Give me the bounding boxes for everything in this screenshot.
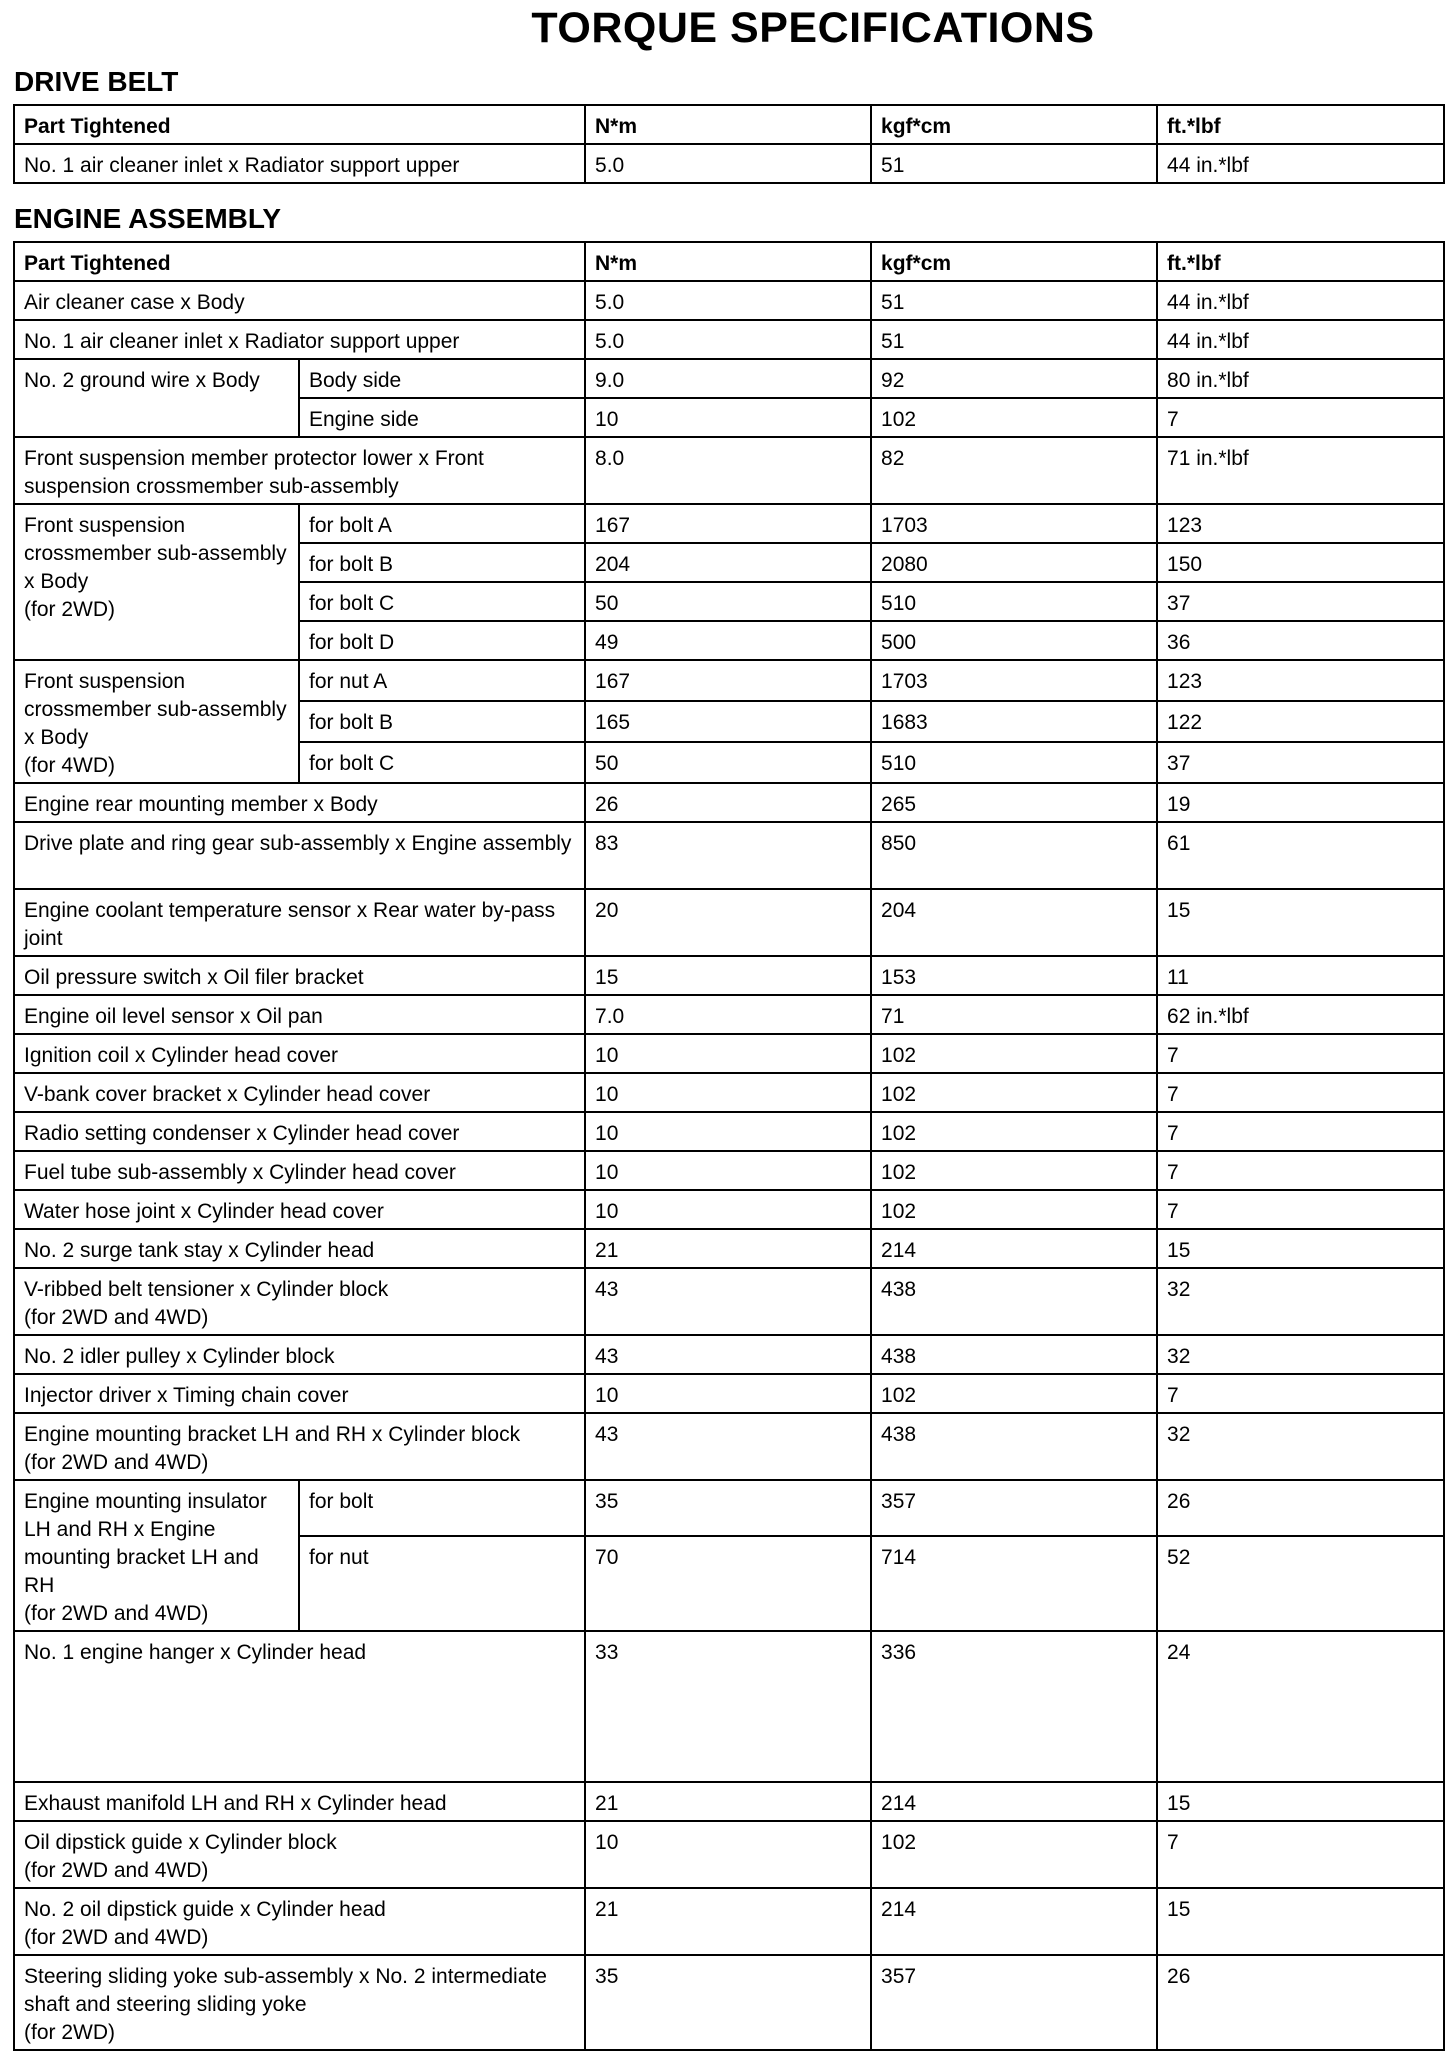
- cell-part: No. 1 engine hanger x Cylinder head: [14, 1631, 585, 1782]
- cell-kgfcm: 102: [871, 1034, 1157, 1073]
- cell-nm: 83: [585, 822, 871, 889]
- cell-sub-label: for bolt A: [299, 504, 585, 543]
- cell-kgfcm: 102: [871, 1151, 1157, 1190]
- cell-nm: 26: [585, 783, 871, 822]
- cell-ftlbf: 7: [1157, 1821, 1444, 1888]
- cell-nm: 49: [585, 621, 871, 660]
- cell-part: V-ribbed belt tensioner x Cylinder block (for 2WD and 4WD): [14, 1268, 585, 1335]
- cell-part: Front suspension crossmember sub-assembly x Body (for 2WD): [14, 504, 299, 660]
- engine-assembly-table: [13, 241, 1445, 2051]
- cell-ftlbf: 80 in.*lbf: [1157, 359, 1444, 398]
- cell-kgfcm: 438: [871, 1413, 1157, 1480]
- cell-kgfcm: 51: [871, 281, 1157, 320]
- cell-nm: 5.0: [585, 281, 871, 320]
- table-row: [14, 783, 1444, 822]
- cell-sub-label: for nut A: [299, 660, 585, 701]
- cell-nm: 204: [585, 543, 871, 582]
- cell-nm: 5.0: [585, 144, 871, 183]
- cell-part: No. 2 idler pulley x Cylinder block: [14, 1335, 585, 1374]
- cell-ftlbf: 71 in.*lbf: [1157, 437, 1444, 504]
- cell-ftlbf: 7: [1157, 1190, 1444, 1229]
- cell-kgfcm: 336: [871, 1631, 1157, 1782]
- cell-nm: 165: [585, 701, 871, 742]
- cell-part: Radio setting condenser x Cylinder head cover: [14, 1112, 585, 1151]
- cell-nm: 43: [585, 1335, 871, 1374]
- cell-kgfcm: 2080: [871, 543, 1157, 582]
- cell-sub-label: for bolt D: [299, 621, 585, 660]
- table-row: [14, 359, 1444, 398]
- cell-ftlbf: 24: [1157, 1631, 1444, 1782]
- cell-ftlbf: 32: [1157, 1413, 1444, 1480]
- table-row: [14, 1888, 1444, 1955]
- cell-kgfcm: 1703: [871, 504, 1157, 543]
- table-row: [14, 822, 1444, 889]
- table-row: [14, 320, 1444, 359]
- cell-kgfcm: 714: [871, 1536, 1157, 1631]
- cell-part: V-bank cover bracket x Cylinder head cover: [14, 1073, 585, 1112]
- cell-kgfcm: 102: [871, 1073, 1157, 1112]
- cell-sub-label: Body side: [299, 359, 585, 398]
- table-row: [14, 437, 1444, 504]
- cell-part: Fuel tube sub-assembly x Cylinder head cover: [14, 1151, 585, 1190]
- cell-sub-label: for bolt B: [299, 543, 585, 582]
- cell-ftlbf: 7: [1157, 1034, 1444, 1073]
- cell-ftlbf: 122: [1157, 701, 1444, 742]
- cell-part: No. 2 surge tank stay x Cylinder head: [14, 1229, 585, 1268]
- cell-nm: 35: [585, 1955, 871, 2050]
- table-row: [14, 1480, 1444, 1536]
- cell-part: Drive plate and ring gear sub-assembly x Engine assembly: [14, 822, 585, 889]
- table-row: [14, 1955, 1444, 2050]
- cell-part: Injector driver x Timing chain cover: [14, 1374, 585, 1413]
- cell-ftlbf: 7: [1157, 1374, 1444, 1413]
- cell-ftlbf: 123: [1157, 504, 1444, 543]
- cell-nm: 8.0: [585, 437, 871, 504]
- cell-ftlbf: 150: [1157, 543, 1444, 582]
- cell-kgfcm: 92: [871, 359, 1157, 398]
- cell-ftlbf: 37: [1157, 582, 1444, 621]
- table-row: [14, 1112, 1444, 1151]
- cell-ftlbf: 11: [1157, 956, 1444, 995]
- cell-nm: 21: [585, 1888, 871, 1955]
- table-row: [14, 956, 1444, 995]
- cell-kgfcm: 438: [871, 1268, 1157, 1335]
- cell-ftlbf: 61: [1157, 822, 1444, 889]
- page-title: TORQUE SPECIFICATIONS: [531, 4, 1095, 52]
- cell-nm: 10: [585, 1034, 871, 1073]
- cell-nm: 21: [585, 1782, 871, 1821]
- table-row: [14, 1229, 1444, 1268]
- cell-part: Oil dipstick guide x Cylinder block (for 2WD and 4WD): [14, 1821, 585, 1888]
- cell-ftlbf: 7: [1157, 1073, 1444, 1112]
- cell-ftlbf: 19: [1157, 783, 1444, 822]
- table-row: [14, 1631, 1444, 1782]
- cell-kgfcm: 214: [871, 1229, 1157, 1268]
- cell-part: No. 1 air cleaner inlet x Radiator support upper: [14, 320, 585, 359]
- cell-ftlbf: 44 in.*lbf: [1157, 281, 1444, 320]
- cell-nm: 10: [585, 1073, 871, 1112]
- cell-nm: 167: [585, 504, 871, 543]
- header-nm: N*m: [585, 242, 871, 281]
- header-ftlbf: ft.*lbf: [1157, 105, 1444, 144]
- cell-part: Front suspension crossmember sub-assembly x Body (for 4WD): [14, 660, 299, 783]
- header-nm: N*m: [585, 105, 871, 144]
- cell-kgfcm: 510: [871, 742, 1157, 783]
- cell-nm: 10: [585, 1112, 871, 1151]
- cell-kgfcm: 214: [871, 1888, 1157, 1955]
- cell-part: Water hose joint x Cylinder head cover: [14, 1190, 585, 1229]
- cell-part: Engine oil level sensor x Oil pan: [14, 995, 585, 1034]
- cell-ftlbf: 15: [1157, 1888, 1444, 1955]
- cell-kgfcm: 265: [871, 783, 1157, 822]
- cell-kgfcm: 357: [871, 1955, 1157, 2050]
- cell-sub-label: for bolt C: [299, 582, 585, 621]
- cell-part: No. 2 oil dipstick guide x Cylinder head (for 2WD and 4WD): [14, 1888, 585, 1955]
- cell-ftlbf: 36: [1157, 621, 1444, 660]
- header-part: Part Tightened: [14, 242, 585, 281]
- cell-part: No. 1 air cleaner inlet x Radiator support upper: [14, 144, 585, 183]
- table-row: [14, 1268, 1444, 1335]
- cell-nm: 43: [585, 1413, 871, 1480]
- cell-nm: 35: [585, 1480, 871, 1536]
- cell-ftlbf: 52: [1157, 1536, 1444, 1631]
- cell-part: Steering sliding yoke sub-assembly x No. 2 intermediate shaft and steering sliding yoke (for 2WD): [14, 1955, 585, 2050]
- cell-sub-label: for bolt: [299, 1480, 585, 1536]
- cell-nm: 10: [585, 1151, 871, 1190]
- table-row: [14, 889, 1444, 956]
- cell-kgfcm: 102: [871, 1112, 1157, 1151]
- header-part: Part Tightened: [14, 105, 585, 144]
- cell-nm: 10: [585, 1374, 871, 1413]
- cell-kgfcm: 204: [871, 889, 1157, 956]
- cell-ftlbf: 37: [1157, 742, 1444, 783]
- cell-kgfcm: 438: [871, 1335, 1157, 1374]
- table-header-row: [14, 105, 1444, 144]
- drive-belt-table: [13, 104, 1445, 184]
- cell-sub-label: for nut: [299, 1536, 585, 1631]
- cell-ftlbf: 7: [1157, 1112, 1444, 1151]
- cell-ftlbf: 123: [1157, 660, 1444, 701]
- cell-ftlbf: 32: [1157, 1335, 1444, 1374]
- cell-nm: 50: [585, 742, 871, 783]
- cell-nm: 10: [585, 1821, 871, 1888]
- cell-sub-label: for bolt C: [299, 742, 585, 783]
- cell-part: Exhaust manifold LH and RH x Cylinder head: [14, 1782, 585, 1821]
- cell-part: Engine rear mounting member x Body: [14, 783, 585, 822]
- cell-ftlbf: 44 in.*lbf: [1157, 320, 1444, 359]
- header-kgfcm: kgf*cm: [871, 105, 1157, 144]
- cell-kgfcm: 102: [871, 1821, 1157, 1888]
- cell-ftlbf: 26: [1157, 1480, 1444, 1536]
- cell-ftlbf: 7: [1157, 1151, 1444, 1190]
- cell-kgfcm: 1683: [871, 701, 1157, 742]
- table-row: [14, 1821, 1444, 1888]
- header-kgfcm: kgf*cm: [871, 242, 1157, 281]
- table-row: [14, 144, 1444, 183]
- cell-nm: 10: [585, 398, 871, 437]
- cell-nm: 21: [585, 1229, 871, 1268]
- cell-kgfcm: 102: [871, 1374, 1157, 1413]
- cell-kgfcm: 850: [871, 822, 1157, 889]
- table-header-row: [14, 242, 1444, 281]
- cell-part: Front suspension member protector lower x Front suspension crossmember sub-assembly: [14, 437, 585, 504]
- cell-ftlbf: 15: [1157, 889, 1444, 956]
- table-row: [14, 1190, 1444, 1229]
- cell-sub-label: for bolt B: [299, 701, 585, 742]
- cell-kgfcm: 71: [871, 995, 1157, 1034]
- table-row: [14, 660, 1444, 701]
- table-row: [14, 281, 1444, 320]
- cell-nm: 7.0: [585, 995, 871, 1034]
- cell-kgfcm: 102: [871, 1190, 1157, 1229]
- cell-nm: 33: [585, 1631, 871, 1782]
- cell-nm: 20: [585, 889, 871, 956]
- section-heading-drive-belt: DRIVE BELT: [14, 66, 179, 97]
- cell-kgfcm: 357: [871, 1480, 1157, 1536]
- cell-kgfcm: 82: [871, 437, 1157, 504]
- cell-ftlbf: 7: [1157, 398, 1444, 437]
- cell-nm: 5.0: [585, 320, 871, 359]
- cell-part: Ignition coil x Cylinder head cover: [14, 1034, 585, 1073]
- cell-kgfcm: 153: [871, 956, 1157, 995]
- table-row: [14, 1374, 1444, 1413]
- table-row: [14, 1413, 1444, 1480]
- table-row: [14, 1782, 1444, 1821]
- cell-part: Engine coolant temperature sensor x Rear water by-pass joint: [14, 889, 585, 956]
- cell-kgfcm: 214: [871, 1782, 1157, 1821]
- cell-kgfcm: 51: [871, 144, 1157, 183]
- cell-part: Engine mounting insulator LH and RH x Engine mounting bracket LH and RH (for 2WD and 4WD): [14, 1480, 299, 1631]
- table-row: [14, 1335, 1444, 1374]
- table-row: [14, 995, 1444, 1034]
- cell-ftlbf: 15: [1157, 1229, 1444, 1268]
- cell-part: Engine mounting bracket LH and RH x Cylinder block (for 2WD and 4WD): [14, 1413, 585, 1480]
- table-row: [14, 1073, 1444, 1112]
- cell-kgfcm: 1703: [871, 660, 1157, 701]
- cell-kgfcm: 102: [871, 398, 1157, 437]
- cell-nm: 43: [585, 1268, 871, 1335]
- cell-nm: 70: [585, 1536, 871, 1631]
- table-row: [14, 1151, 1444, 1190]
- cell-nm: 15: [585, 956, 871, 995]
- cell-ftlbf: 62 in.*lbf: [1157, 995, 1444, 1034]
- cell-nm: 50: [585, 582, 871, 621]
- cell-part: Air cleaner case x Body: [14, 281, 585, 320]
- cell-nm: 9.0: [585, 359, 871, 398]
- cell-nm: 10: [585, 1190, 871, 1229]
- cell-part: No. 2 ground wire x Body: [14, 359, 299, 437]
- cell-part: Oil pressure switch x Oil filer bracket: [14, 956, 585, 995]
- cell-ftlbf: 32: [1157, 1268, 1444, 1335]
- cell-ftlbf: 15: [1157, 1782, 1444, 1821]
- cell-ftlbf: 26: [1157, 1955, 1444, 2050]
- section-heading-engine-assembly: ENGINE ASSEMBLY: [14, 203, 282, 234]
- cell-sub-label: Engine side: [299, 398, 585, 437]
- cell-kgfcm: 500: [871, 621, 1157, 660]
- table-row: [14, 504, 1444, 543]
- cell-nm: 167: [585, 660, 871, 701]
- cell-kgfcm: 51: [871, 320, 1157, 359]
- header-ftlbf: ft.*lbf: [1157, 242, 1444, 281]
- cell-ftlbf: 44 in.*lbf: [1157, 144, 1444, 183]
- table-row: [14, 1034, 1444, 1073]
- cell-kgfcm: 510: [871, 582, 1157, 621]
